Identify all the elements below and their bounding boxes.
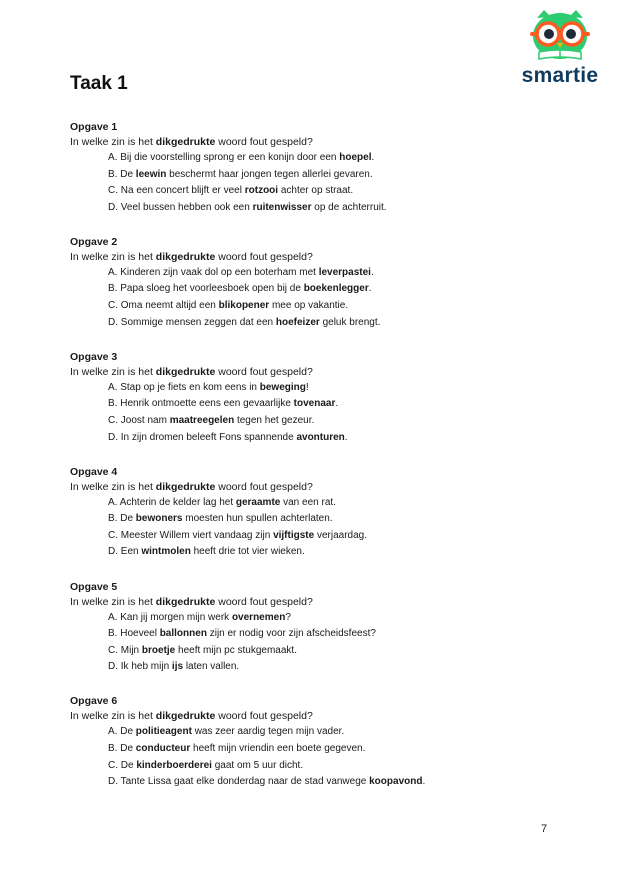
option-text: Joost nam — [120, 414, 170, 426]
option-text: . — [368, 283, 372, 295]
question-block — [70, 694, 570, 790]
owl-icon — [527, 8, 593, 66]
option-bold-word: leewin — [135, 168, 167, 180]
page-title: Taak 1 — [70, 73, 128, 94]
option-text: Ik heb mijn — [120, 661, 172, 673]
answer-options — [70, 495, 570, 561]
option-text: De — [120, 513, 136, 525]
answer-option — [108, 495, 570, 512]
prompt-bold-text: dikgedrukte — [155, 136, 216, 148]
option-bold-word: beweging — [259, 381, 306, 393]
answer-option — [108, 430, 570, 447]
answer-option — [108, 544, 570, 561]
option-text: Oma neemt altijd een — [120, 300, 219, 312]
option-text: Bij die voorstelling sprong er een konijn door een — [120, 152, 340, 163]
option-text: heeft mijn pc stukgemaakt. — [175, 644, 297, 656]
question-prompt — [70, 249, 570, 265]
option-text: laten vallen. — [183, 661, 240, 673]
answer-option — [108, 150, 570, 167]
option-text: verjaardag. — [314, 529, 367, 541]
option-text: Veel bussen hebben ook een — [120, 201, 253, 213]
option-bold-word: ruitenwisser — [252, 201, 312, 213]
option-bold-word: rotzooi — [244, 185, 279, 197]
option-text: De — [120, 726, 136, 738]
option-letter: B. — [108, 283, 118, 295]
prompt-text: In welke zin is het — [70, 136, 156, 148]
option-letter: C. — [108, 644, 118, 656]
question-prompt — [70, 364, 570, 380]
question-prompt — [70, 594, 570, 610]
option-bold-word: koopavond — [369, 776, 423, 788]
answer-option — [108, 380, 570, 397]
option-bold-word: tovenaar — [293, 398, 336, 410]
prompt-text: woord fout gespeld? — [215, 365, 313, 378]
answer-options — [70, 150, 570, 216]
option-text: . — [344, 431, 348, 443]
question-prompt — [70, 479, 570, 495]
answer-option — [108, 741, 570, 758]
question-title: Opgave 3 — [70, 350, 118, 363]
option-text: Hoeveel — [120, 628, 160, 640]
logo-wordmark: smartie — [521, 64, 599, 87]
option-text: Meester Willem viert vandaag zijn — [120, 529, 274, 541]
prompt-text: woord fout gespeld? — [215, 250, 313, 263]
option-letter: C. — [108, 185, 118, 197]
smartie-logo — [514, 8, 606, 90]
question-block — [70, 235, 570, 331]
prompt-text: In welke zin is het — [70, 710, 156, 723]
prompt-text: woord fout gespeld? — [215, 136, 313, 148]
option-text: Na een concert blijft er veel — [120, 185, 245, 197]
answer-option — [108, 167, 570, 184]
question-title: Opgave 1 — [70, 121, 118, 133]
prompt-bold-text: dikgedrukte — [155, 710, 216, 723]
question-title: Opgave 5 — [70, 580, 118, 593]
question-block — [70, 580, 570, 676]
prompt-bold-text: dikgedrukte — [155, 480, 216, 493]
option-text: gaat om 5 uur dicht. — [211, 759, 304, 771]
option-letter: C. — [108, 529, 118, 541]
option-text: Achterin de kelder lag het — [119, 496, 236, 508]
question-title: Opgave 2 — [70, 235, 118, 248]
answer-options — [70, 724, 570, 790]
prompt-text: woord fout gespeld? — [215, 710, 313, 723]
option-text: De — [120, 742, 136, 754]
option-text: Kan jij morgen mijn werk — [120, 611, 232, 623]
option-text: ? — [285, 611, 291, 623]
option-text: achter op straat. — [278, 185, 354, 197]
option-text: Kinderen zijn vaak dol op een boterham met — [120, 266, 319, 278]
question-title: Opgave 6 — [70, 695, 118, 708]
answer-option — [108, 758, 570, 775]
answer-option — [108, 659, 570, 676]
option-bold-word: geraamte — [235, 496, 281, 508]
prompt-text: In welke zin is het — [70, 480, 156, 493]
option-text: heeft mijn vriendin een boete gegeven. — [190, 742, 366, 754]
option-text: ! — [305, 381, 309, 393]
answer-option — [108, 265, 570, 282]
answer-option — [108, 528, 570, 545]
prompt-text: In welke zin is het — [70, 250, 156, 263]
option-letter: A. — [108, 726, 118, 738]
option-text: heeft drie tot vier wieken. — [190, 546, 305, 558]
question-block — [70, 350, 570, 446]
option-text: Sommige mensen zeggen dat een — [120, 316, 276, 328]
option-bold-word: bewoners — [135, 513, 183, 525]
option-text: Papa sloeg het voorleesboek open bij de — [120, 283, 304, 295]
question-prompt — [70, 708, 570, 724]
option-letter: D. — [108, 661, 118, 673]
option-bold-word: hoepel — [339, 152, 372, 163]
prompt-bold-text: dikgedrukte — [155, 250, 216, 263]
option-text: beschermt haar jongen tegen allerlei gevaren. — [166, 168, 373, 180]
option-bold-word: ijs — [171, 661, 184, 673]
option-text: De — [120, 759, 137, 771]
option-bold-word: kinderboerderei — [136, 759, 212, 771]
answer-option — [108, 200, 570, 217]
option-text: op de achterruit. — [311, 201, 387, 213]
option-text: was zeer aardig tegen mijn vader. — [191, 726, 345, 738]
answer-option — [108, 183, 570, 200]
option-bold-word: avonturen — [296, 431, 345, 443]
option-letter: C. — [108, 300, 118, 312]
option-bold-word: blikopener — [218, 300, 270, 312]
option-letter: A. — [108, 152, 118, 163]
answer-option — [108, 315, 570, 332]
question-prompt — [70, 134, 570, 150]
option-bold-word: vijftigste — [273, 529, 315, 541]
option-bold-word: ballonnen — [159, 628, 207, 640]
option-letter: B. — [108, 398, 118, 410]
option-letter: A. — [108, 381, 118, 393]
option-bold-word: broetje — [141, 644, 176, 656]
option-text: geluk brengt. — [319, 316, 381, 328]
option-letter: D. — [108, 431, 118, 443]
option-text: van een rat. — [280, 496, 336, 508]
answer-option — [108, 626, 570, 643]
question-block — [70, 120, 570, 216]
option-text: moesten hun spullen achterlaten. — [182, 513, 333, 525]
option-letter: C. — [108, 414, 118, 426]
answer-option — [108, 298, 570, 315]
option-letter: D. — [108, 776, 118, 788]
option-bold-word: leverpastei — [318, 266, 371, 278]
option-letter: B. — [108, 628, 118, 640]
prompt-bold-text: dikgedrukte — [155, 595, 216, 608]
option-text: . — [370, 266, 374, 278]
answer-options — [70, 265, 570, 331]
option-letter: B. — [108, 742, 118, 754]
option-text: Een — [120, 546, 142, 558]
answer-option — [108, 281, 570, 298]
answer-option — [108, 643, 570, 660]
option-letter: A. — [108, 266, 118, 278]
option-text: Tante Lissa gaat elke donderdag naar de stad vanwege — [120, 776, 370, 788]
option-letter: D. — [108, 201, 118, 213]
answer-options — [70, 610, 570, 676]
question-list — [70, 120, 570, 809]
option-text: zijn er nodig voor zijn afscheidsfeest? — [206, 628, 376, 640]
prompt-text: woord fout gespeld? — [215, 595, 313, 608]
option-bold-word: hoefeizer — [275, 316, 320, 328]
option-text: De — [120, 168, 136, 180]
option-bold-word: maatreegelen — [169, 414, 235, 426]
option-letter: A. — [108, 611, 118, 623]
option-letter: A. — [108, 496, 118, 508]
answer-option — [108, 724, 570, 741]
option-bold-word: overnemen — [231, 611, 286, 623]
option-text: In zijn dromen beleeft Fons spannende — [120, 431, 297, 443]
option-bold-word: politieagent — [135, 726, 192, 738]
option-letter: D. — [108, 546, 118, 558]
option-text: mee op vakantie. — [269, 300, 349, 312]
option-text: tegen het gezeur. — [234, 414, 315, 426]
option-text: Mijn — [120, 644, 142, 656]
option-text: Stap op je fiets en kom eens in — [120, 381, 260, 393]
option-text: . — [422, 776, 426, 788]
answer-option — [108, 511, 570, 528]
option-bold-word: wintmolen — [141, 546, 191, 558]
option-bold-word: boekenlegger — [303, 283, 369, 295]
question-title: Opgave 4 — [70, 465, 118, 478]
option-letter: C. — [108, 759, 118, 771]
question-block — [70, 465, 570, 561]
option-text: . — [371, 152, 375, 163]
option-bold-word: conducteur — [135, 742, 191, 754]
prompt-bold-text: dikgedrukte — [155, 365, 216, 378]
answer-option — [108, 774, 570, 791]
option-letter: D. — [108, 316, 118, 328]
prompt-text: woord fout gespeld? — [215, 480, 313, 493]
prompt-text: In welke zin is het — [70, 365, 156, 378]
option-letter: B. — [108, 168, 118, 180]
option-letter: B. — [108, 513, 118, 525]
option-text: Henrik ontmoette eens een gevaarlijke — [120, 398, 294, 410]
page-number: 7 — [541, 823, 548, 835]
answer-option — [108, 610, 570, 627]
answer-option — [108, 396, 570, 413]
option-text: . — [335, 398, 339, 410]
answer-options — [70, 380, 570, 446]
prompt-text: In welke zin is het — [70, 595, 156, 608]
answer-option — [108, 413, 570, 430]
